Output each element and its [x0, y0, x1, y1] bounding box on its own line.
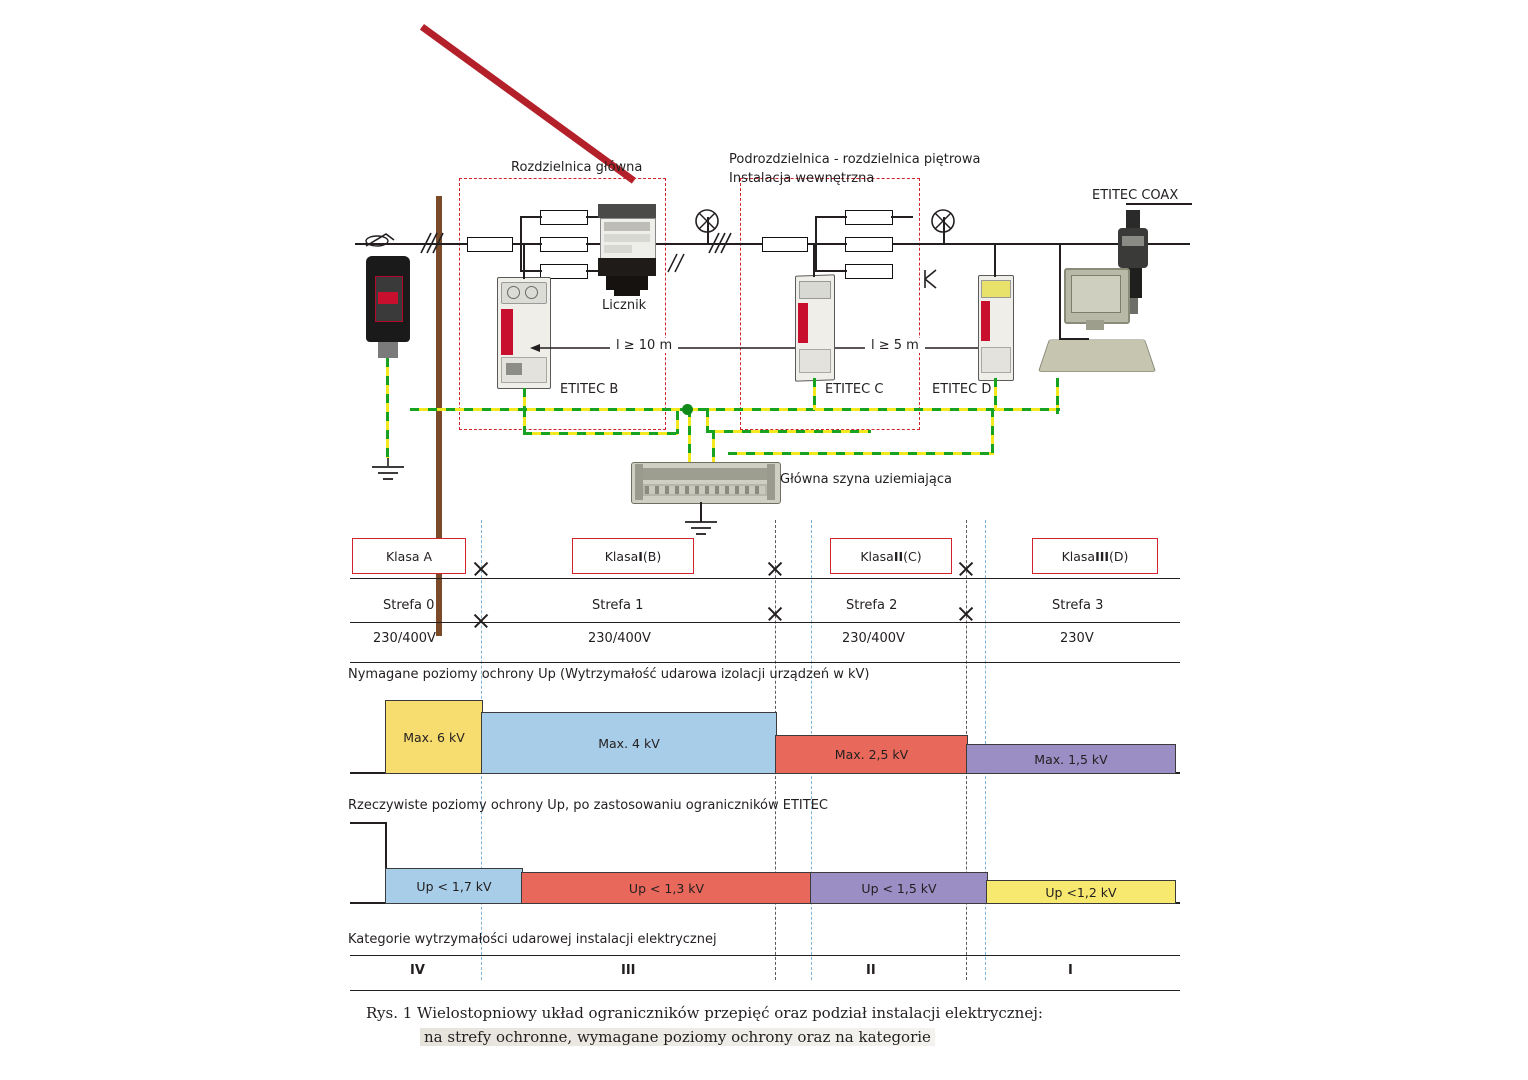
category-i: I	[1068, 963, 1073, 978]
sub-board-label-line1: Podrozdzielnica - rozdzielnica piętrowa	[729, 152, 981, 167]
computer-feed	[1059, 243, 1061, 338]
pe-riser-etitec-c	[813, 378, 816, 410]
chart2-bar-3: Up <1,2 kV	[986, 880, 1176, 904]
chart2-left-top	[350, 822, 386, 824]
cat-line-top	[350, 955, 1180, 956]
main-earthing-bar-label: Główna szyna uziemiająca	[780, 472, 952, 487]
pe-run-b	[523, 432, 678, 435]
pe-riser-comp	[1056, 378, 1059, 410]
pe-drop-b	[523, 408, 526, 434]
pe-drop-d	[991, 408, 994, 454]
phase-hatch-right	[666, 252, 688, 278]
sep-line-1	[350, 578, 1180, 579]
strefa-3: Strefa 3	[1052, 598, 1104, 613]
x-mark-1a	[472, 560, 490, 578]
pe-run-d	[728, 452, 994, 455]
lamp1-drop	[707, 217, 709, 244]
x-mark-2a	[766, 560, 784, 578]
coax-top-line	[1126, 203, 1192, 205]
x-mark-2b	[766, 605, 784, 623]
pe-riser-c	[706, 408, 709, 432]
etitec-c-feed	[813, 243, 815, 277]
pe-riser-b	[523, 388, 526, 410]
chart1-bar-3: Max. 1,5 kV	[966, 744, 1176, 774]
lamp2-drop	[943, 217, 945, 244]
socket-symbol	[922, 268, 946, 294]
figure-caption-line1: Rys. 1 Wielostopniowy układ ograniczników przepięć oraz podział instalacji elektrycznej:	[366, 1004, 1043, 1022]
pe-bus-main	[410, 408, 1060, 411]
supply-line-right	[1000, 243, 1190, 245]
sub-board-label-line2: Instalacja wewnętrzna	[729, 171, 875, 186]
chart3-title: Kategorie wytrzymałości udarowej instalacji elektrycznej	[348, 932, 717, 947]
chart2-bar-1: Up < 1,3 kV	[521, 872, 812, 904]
klasa-2-prefix: Klasa	[860, 548, 894, 564]
category-iii: III	[621, 963, 636, 978]
klasa-1-roman: I	[638, 548, 643, 564]
sub-board-main-fuse	[762, 237, 808, 252]
klasa-3-suffix: (D)	[1109, 548, 1129, 564]
etitec-b-label: ETITEC B	[560, 382, 619, 397]
cat-line-bottom	[350, 990, 1180, 991]
sep-line-3	[350, 662, 1180, 663]
distance-5m-label: l ≥ 5 m	[865, 338, 925, 353]
chart1-bar-1: Max. 4 kV	[481, 712, 777, 774]
chart1-bar-0: Max. 6 kV	[385, 700, 483, 774]
chart1-bar-2: Max. 2,5 kV	[775, 735, 968, 774]
phase-hatch-left	[418, 231, 444, 259]
klasa-2-roman: II	[893, 548, 904, 564]
etitec-d-label: ETITEC D	[932, 382, 992, 397]
klasa-box-a	[352, 538, 466, 574]
chart2-title: Rzeczywiste poziomy ochrony Up, po zastosowaniu ograniczników ETITEC	[348, 798, 828, 813]
etitec-b-feed	[523, 243, 525, 279]
category-ii: II	[866, 963, 876, 978]
klasa-box-1	[572, 538, 694, 574]
klasa-3-roman: III	[1095, 548, 1110, 564]
pole-arrester	[364, 232, 416, 254]
pe-to-bar-1	[688, 408, 691, 470]
chart2-bar-0: Up < 1,7 kV	[385, 868, 523, 904]
etitec-d-feed	[994, 243, 996, 277]
etitec-c-label: ETITEC C	[825, 382, 884, 397]
pe-drop-coax	[1056, 408, 1059, 414]
distance-10m-label: l ≥ 10 m	[610, 338, 678, 353]
voltage-2: 230/400V	[842, 631, 905, 646]
voltage-3: 230V	[1060, 631, 1094, 646]
klasa-box-2	[830, 538, 952, 574]
klasa-1-suffix: (B)	[642, 548, 662, 564]
earthing-bar-down	[700, 502, 702, 522]
computer-feed-h	[1059, 338, 1089, 340]
pe-riser-etitec-d	[994, 378, 997, 410]
pole-arrester-earth-wire	[386, 358, 389, 458]
coax-label: ETITEC COAX	[1092, 188, 1179, 203]
x-mark-3b	[957, 605, 975, 623]
main-fuse	[467, 237, 513, 252]
x-mark-3a	[957, 560, 975, 578]
strefa-2: Strefa 2	[846, 598, 898, 613]
voltage-1: 230/400V	[588, 631, 651, 646]
klasa-1-prefix: Klasa	[604, 548, 639, 564]
chart2-left-riser	[385, 822, 387, 868]
strefa-1: Strefa 1	[592, 598, 644, 613]
klasa-box-3	[1032, 538, 1158, 574]
pe-run-c	[706, 430, 871, 433]
pole-arrester-cap	[378, 342, 398, 358]
earth-symbol-left	[368, 458, 408, 488]
pole-arrester-brand	[378, 292, 398, 304]
pe-riser-mid	[676, 411, 679, 434]
main-board-label: Rozdzielnica główna	[511, 160, 643, 175]
klasa-a-label: Klasa A	[385, 548, 433, 564]
figure-caption-line2: na strefy ochronne, wymagane poziomy ochrony oraz na kategorie	[420, 1028, 935, 1046]
chart2-bar-2: Up < 1,5 kV	[810, 872, 988, 904]
klasa-3-prefix: Klasa	[1061, 548, 1096, 564]
category-iv: IV	[410, 963, 425, 978]
klasa-2-suffix: (C)	[903, 548, 922, 564]
chart1-title: Nymagane poziomy ochrony Up (Wytrzymałość udarowa izolacji urządzeń w kV)	[348, 667, 870, 682]
voltage-0: 230/400V	[373, 631, 436, 646]
x-mark-1b	[472, 612, 490, 630]
pe-node-dot	[682, 404, 693, 415]
meter-label: Licznik	[602, 298, 647, 313]
strefa-0: Strefa 0	[383, 598, 435, 613]
